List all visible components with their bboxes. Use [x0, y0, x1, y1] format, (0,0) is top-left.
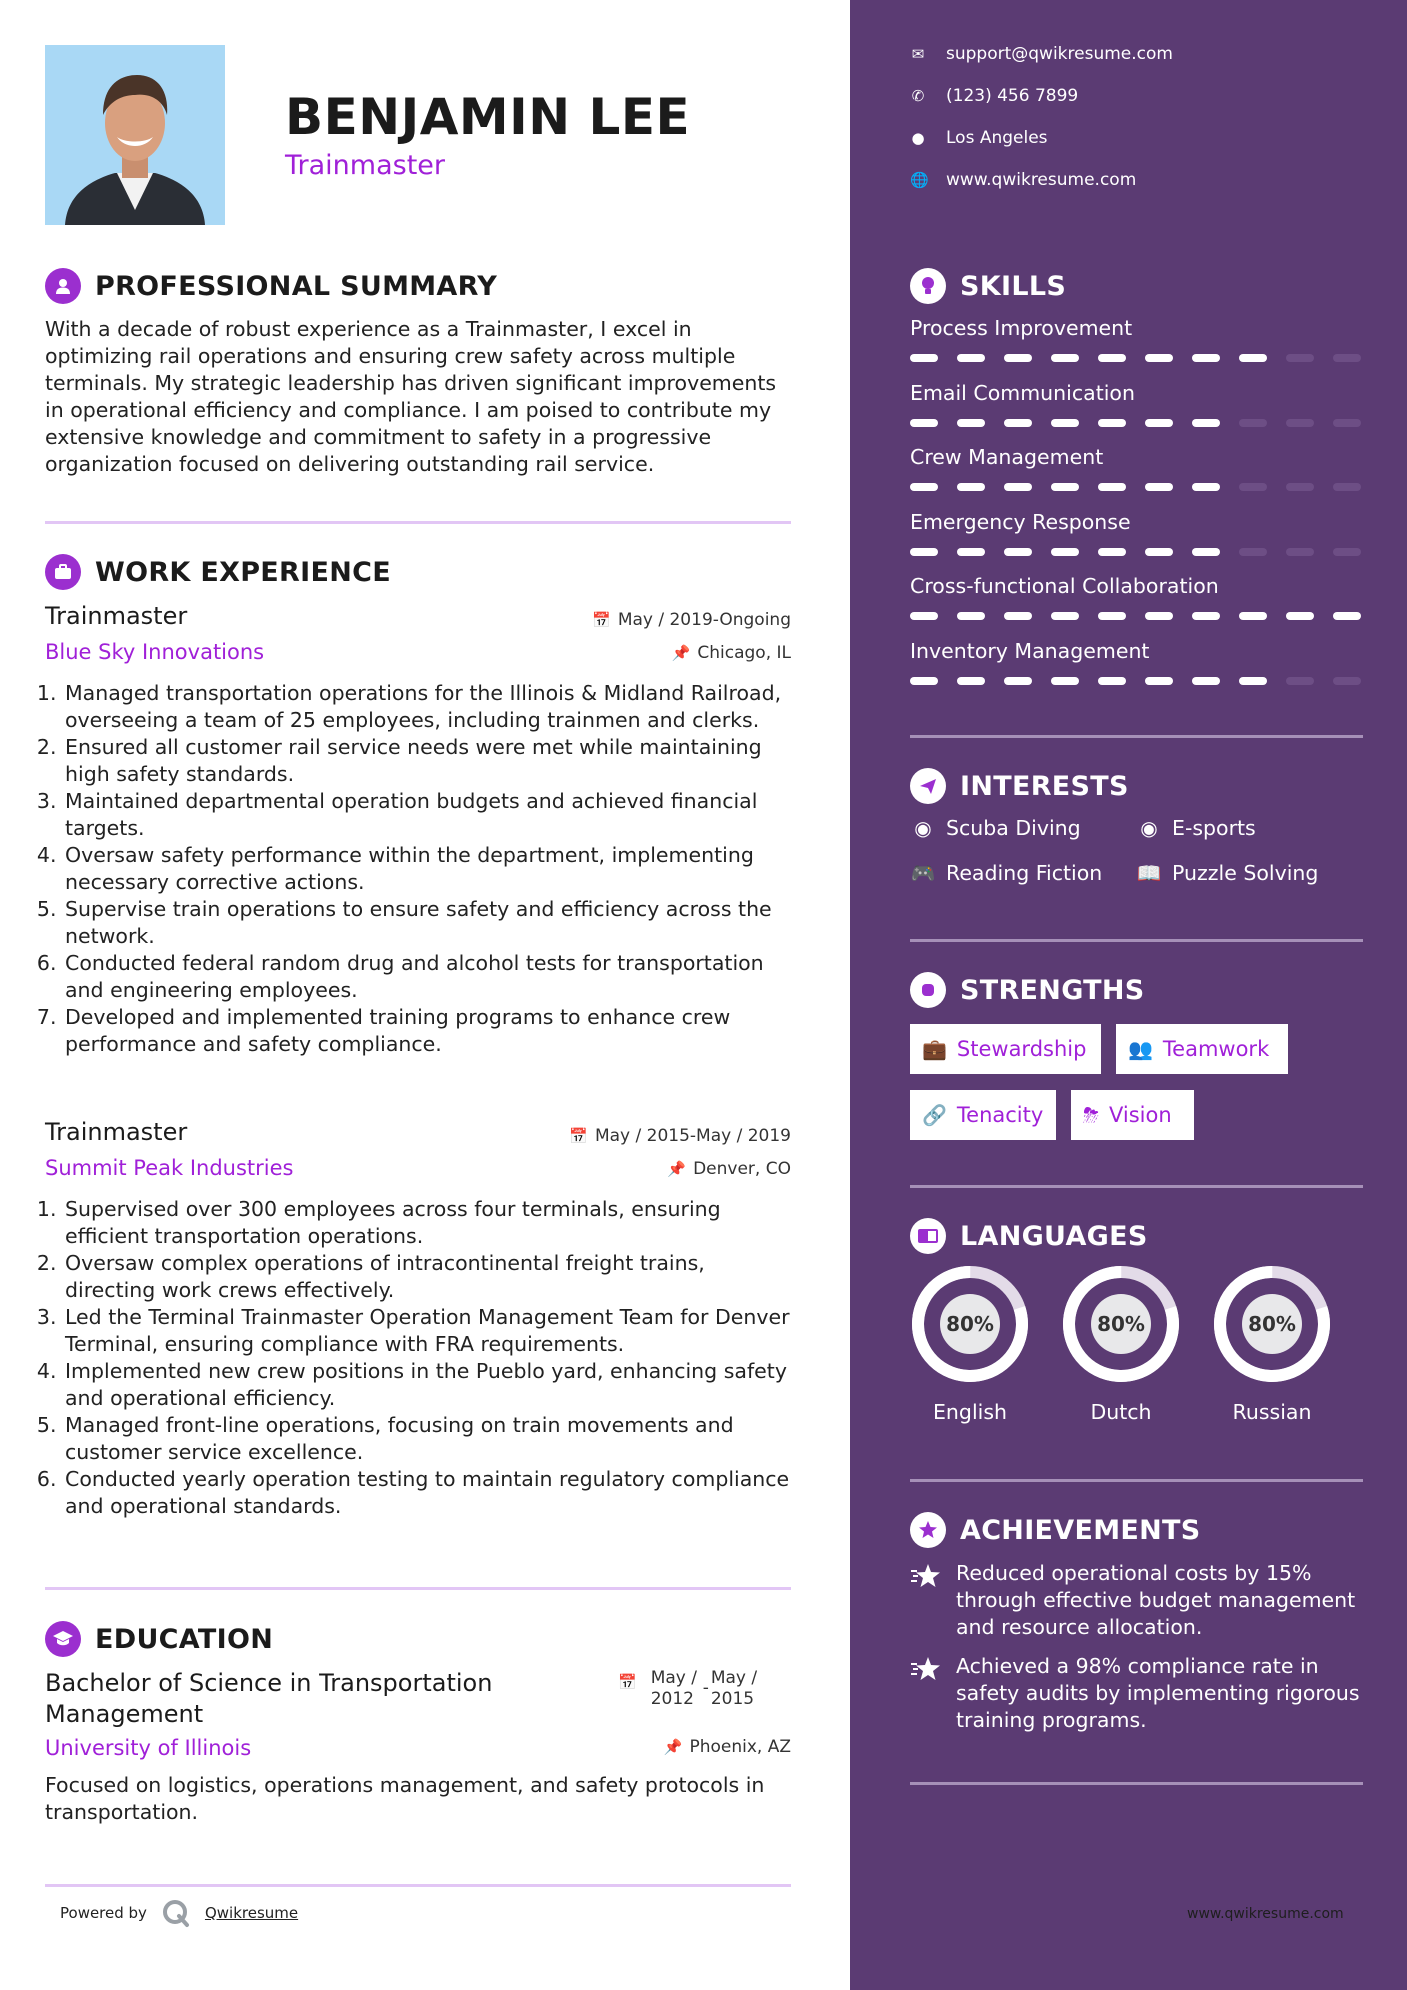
skill-dash	[1286, 548, 1314, 556]
job-location	[667, 1159, 791, 1179]
calendar-icon: 📅	[569, 1127, 588, 1145]
experience-heading	[45, 554, 391, 590]
person-portrait-icon	[45, 45, 225, 225]
phone-icon: ✆	[911, 87, 925, 105]
lightbulb-icon	[910, 268, 946, 304]
gamepad-icon: 🎮	[910, 861, 936, 885]
contact-email[interactable]	[910, 44, 1173, 64]
profile-photo	[45, 45, 225, 225]
skill-name: Email Communication	[910, 380, 1135, 405]
skill-rating	[910, 548, 1361, 556]
skill-dash	[1239, 548, 1267, 556]
contact-location	[910, 128, 1048, 148]
skills-heading	[910, 268, 1066, 304]
skill-dash	[957, 677, 985, 685]
book-icon: 📖	[1136, 861, 1162, 885]
skill-dash	[1004, 354, 1032, 362]
skill-dash	[1098, 419, 1126, 427]
skill-name: Emergency Response	[910, 509, 1131, 534]
skill-dash	[910, 483, 938, 491]
language-name: Russian	[1232, 1400, 1312, 1424]
skill-dash	[1286, 612, 1314, 620]
school-name: University of Illinois	[45, 1736, 252, 1760]
strength-badge	[1071, 1090, 1194, 1140]
education-description: Focused on logistics, operations management, and safety protocols in transportation.	[45, 1773, 765, 1824]
star-icon	[910, 1562, 942, 1590]
skill-dash	[1051, 677, 1079, 685]
skill-dash	[957, 483, 985, 491]
skill-dash	[957, 354, 985, 362]
interest-item	[910, 816, 1081, 840]
education-heading	[45, 1621, 273, 1657]
powered-by-label: Powered by	[60, 1904, 147, 1922]
skill-dash	[1192, 419, 1220, 427]
language-percent: 80%	[1248, 1312, 1296, 1336]
divider	[910, 1185, 1363, 1188]
languages-heading	[910, 1218, 1148, 1254]
start-date: May / 2012	[650, 1668, 697, 1709]
strength-label: Teamwork	[1162, 1037, 1270, 1061]
job-location-text: Denver, CO	[693, 1159, 791, 1179]
achievement-item	[910, 1653, 1370, 1734]
calendar-icon: 📅	[618, 1673, 637, 1691]
skill-dash	[910, 677, 938, 685]
skill-dash	[1192, 677, 1220, 685]
skill-dash	[1239, 612, 1267, 620]
list-item: 3. Led the Terminal Trainmaster Operation Management Team for Denver Terminal, ensuring compliance with FRA requirements.	[63, 1304, 800, 1358]
skill-dash	[1192, 612, 1220, 620]
list-item: 2. Ensured all customer rail service needs were met while maintaining high safety standards.	[63, 734, 800, 788]
end-date: May / 2015	[710, 1668, 758, 1709]
skill-rating	[910, 483, 1361, 491]
paper-plane-icon	[910, 768, 946, 804]
life-ring-icon: ◉	[1140, 816, 1158, 840]
divider	[910, 735, 1363, 738]
interest-label: E-sports	[1172, 816, 1256, 840]
list-item: 1. Supervised over 300 employees across four terminals, ensuring efficient transportation operations.	[63, 1196, 800, 1250]
skill-dash	[910, 419, 938, 427]
skill-dash	[1098, 612, 1126, 620]
language-ring	[910, 1264, 1030, 1384]
skill-name: Cross-functional Collaboration	[910, 574, 1219, 598]
skill-dash	[1098, 548, 1126, 556]
achievements-title: ACHIEVEMENTS	[960, 1514, 1201, 1546]
interests-title: INTERESTS	[960, 770, 1129, 802]
briefcase-icon: 💼	[922, 1037, 947, 1061]
skill-dash	[1004, 677, 1032, 685]
briefcase-icon	[45, 554, 81, 590]
skills-title: SKILLS	[960, 270, 1067, 302]
skill-rating	[910, 677, 1361, 685]
skill-rating	[910, 612, 1361, 620]
skill-dash	[1333, 612, 1361, 620]
skill-dash	[1333, 548, 1361, 556]
list-item: 1. Managed transportation operations for the Illinois & Midland Railroad, overseeing a team of 25 employees, including trainmen and clerks.	[63, 680, 800, 734]
skill-dash	[1286, 354, 1314, 362]
strength-label: Tenacity	[956, 1103, 1044, 1127]
divider	[910, 1479, 1363, 1482]
skill-dash	[1333, 677, 1361, 685]
skill-dash	[1192, 354, 1220, 362]
skill-dash	[1051, 483, 1079, 491]
summary-text: With a decade of robust experience as a Trainmaster, I excel in optimizing rail operations and ensuring crew safety across multiple terminals. My strategic leadership has driven significant improvements in operational efficiency and compliance. I am poised to contribute my extensive knowledge and commitment to safety in a progressive organization focused on delivering outstanding rail service.	[45, 317, 777, 476]
education-location	[664, 1737, 791, 1757]
skill-dash	[1145, 677, 1173, 685]
summary-heading	[45, 268, 497, 304]
degree-line: Management	[45, 1700, 204, 1728]
skill-dash	[1098, 354, 1126, 362]
skill-dash	[1004, 483, 1032, 491]
interest-item	[910, 861, 1102, 885]
location-pin-icon: ●	[911, 129, 925, 147]
location-text: Los Angeles	[946, 128, 1048, 148]
achievements-heading	[910, 1512, 1201, 1548]
job-company: Summit Peak Industries	[45, 1156, 294, 1180]
candidate-title: Trainmaster	[285, 150, 445, 181]
interest-label: Scuba Diving	[946, 816, 1081, 840]
job-dates	[569, 1126, 791, 1146]
phone-text: (123) 456 7899	[946, 86, 1079, 106]
skill-name: Crew Management	[910, 445, 1104, 469]
job-dates-text: May / 2015-May / 2019	[594, 1126, 791, 1146]
list-item: 6. Conducted yearly operation testing to maintain regulatory compliance and operational standards.	[63, 1466, 800, 1520]
skill-dash	[1239, 354, 1267, 362]
skill-dash	[1145, 419, 1173, 427]
skill-dash	[1192, 548, 1220, 556]
strengths-heading	[910, 972, 1145, 1008]
pin-icon: 📌	[671, 644, 691, 662]
degree-title	[45, 1668, 492, 1730]
skill-dash	[1004, 548, 1032, 556]
skill-dash	[957, 612, 985, 620]
strength-label: Vision	[1109, 1103, 1172, 1127]
calendar-icon: 📅	[592, 611, 611, 629]
language-name: Dutch	[1090, 1400, 1152, 1424]
divider	[45, 1884, 791, 1887]
skill-dash	[1145, 612, 1173, 620]
skill-dash	[910, 612, 938, 620]
summary-title: PROFESSIONAL SUMMARY	[95, 270, 498, 302]
star-icon	[910, 1655, 942, 1683]
qwikresume-logo-icon	[161, 1898, 191, 1928]
powered-by	[60, 1898, 298, 1928]
skill-rating	[910, 354, 1361, 362]
divider	[910, 939, 1363, 942]
skill-name: Process Improvement	[910, 316, 1133, 340]
skill-dash	[1286, 419, 1314, 427]
strength-badge	[1116, 1024, 1288, 1074]
skill-rating	[910, 419, 1361, 427]
skill-dash	[1286, 483, 1314, 491]
job-dates	[592, 610, 791, 630]
strengths-title: STRENGTHS	[960, 974, 1145, 1006]
skill-dash	[910, 354, 938, 362]
job-title: Trainmaster	[45, 1118, 188, 1146]
language-percent: 80%	[946, 1312, 994, 1336]
divider	[45, 521, 791, 524]
skill-dash	[1192, 483, 1220, 491]
skill-dash	[1333, 483, 1361, 491]
language-item	[910, 1264, 1030, 1424]
skill-dash	[1333, 419, 1361, 427]
language-name: English	[932, 1400, 1008, 1424]
contact-phone[interactable]	[910, 86, 1078, 106]
skill-dash	[1145, 483, 1173, 491]
skill-dash	[1239, 483, 1267, 491]
skill-dash	[1051, 548, 1079, 556]
interest-label: Reading Fiction	[946, 861, 1103, 885]
envelope-icon: ✉	[911, 45, 925, 63]
achievement-text: Reduced operational costs by 15% through effective budget management and resource allocation.	[956, 1561, 1356, 1639]
list-item: 2. Oversaw complex operations of intracontinental freight trains, directing work crews effectively.	[63, 1250, 800, 1304]
skill-dash	[1004, 419, 1032, 427]
globe-icon: 🌐	[910, 171, 929, 189]
education-location-text: Phoenix, AZ	[689, 1737, 791, 1757]
skill-dash	[957, 548, 985, 556]
divider	[910, 1782, 1363, 1785]
achievement-item	[910, 1560, 1370, 1641]
interest-item	[1136, 861, 1318, 885]
job-location-text: Chicago, IL	[697, 643, 791, 663]
list-item: 3. Maintained departmental operation budgets and achieved financial targets.	[63, 788, 800, 842]
strength-label: Stewardship	[956, 1037, 1087, 1061]
graduation-cap-icon	[45, 1621, 81, 1657]
degree-line: Bachelor of Science in Transportation	[45, 1669, 493, 1697]
education-title: EDUCATION	[95, 1623, 274, 1655]
job-duties	[35, 680, 800, 1058]
skill-dash	[1098, 677, 1126, 685]
job-title: Trainmaster	[45, 602, 188, 630]
strength-badge	[910, 1024, 1101, 1074]
list-item: 6. Conducted federal random drug and alcohol tests for transportation and engineering employees.	[63, 950, 800, 1004]
divider	[45, 1587, 791, 1590]
job-dates-text: May / 2019-Ongoing	[617, 610, 791, 630]
skill-name: Inventory Management	[910, 638, 1150, 663]
interest-label: Puzzle Solving	[1172, 861, 1319, 885]
binoculars-icon: ⛈	[1083, 1103, 1099, 1127]
skill-dash	[1051, 419, 1079, 427]
list-item: 5. Managed front-line operations, focusing on train movements and customer service excellence.	[63, 1412, 800, 1466]
user-icon	[45, 268, 81, 304]
interest-item	[1136, 816, 1256, 840]
job-location	[672, 643, 791, 663]
skill-dash	[1286, 677, 1314, 685]
skill-dash	[1145, 548, 1173, 556]
star-badge-icon	[910, 1512, 946, 1548]
skill-dash	[1004, 612, 1032, 620]
strength-badge	[910, 1090, 1056, 1140]
pin-icon: 📌	[663, 1738, 683, 1756]
skill-dash	[1239, 677, 1267, 685]
footer-website[interactable]: www.qwikresume.com	[1187, 1906, 1344, 1922]
list-item: 7. Developed and implemented training programs to enhance crew performance and safety compliance.	[63, 1004, 800, 1058]
fist-icon	[910, 972, 946, 1008]
achievement-text: Achieved a 98% compliance rate in safety audits by implementing rigorous training programs.	[956, 1654, 1360, 1732]
skill-dash	[1051, 354, 1079, 362]
skill-dash	[1051, 612, 1079, 620]
language-ring	[1061, 1264, 1181, 1384]
date-separator: -	[702, 1678, 709, 1698]
pin-icon: 📌	[667, 1160, 687, 1178]
education-dates	[618, 1668, 759, 1710]
qwikresume-link[interactable]: Qwikresume	[204, 1904, 299, 1922]
skill-dash	[957, 419, 985, 427]
language-item	[1061, 1264, 1181, 1424]
skill-dash	[910, 548, 938, 556]
list-item: 4. Oversaw safety performance within the department, implementing necessary corrective actions.	[63, 842, 800, 896]
list-item: 4. Implemented new crew positions in the Pueblo yard, enhancing safety and operational efficiency.	[63, 1358, 800, 1412]
link-icon: 🔗	[922, 1103, 947, 1127]
language-percent: 80%	[1097, 1312, 1145, 1336]
job-company: Blue Sky Innovations	[45, 640, 265, 664]
skill-dash	[1098, 483, 1126, 491]
list-item: 5. Supervise train operations to ensure safety and efficiency across the network.	[63, 896, 800, 950]
interests-heading	[910, 768, 1129, 804]
language-item	[1212, 1264, 1332, 1424]
candidate-name: BENJAMIN LEE	[285, 88, 691, 146]
skill-dash	[1145, 354, 1173, 362]
languages-title: LANGUAGES	[960, 1220, 1148, 1252]
life-ring-icon: ◉	[914, 816, 932, 840]
language-icon	[910, 1218, 946, 1254]
skill-dash	[1333, 354, 1361, 362]
email-text: support@qwikresume.com	[946, 44, 1173, 64]
contact-website[interactable]	[910, 170, 1136, 190]
skill-dash	[1239, 419, 1267, 427]
experience-title: WORK EXPERIENCE	[95, 556, 391, 588]
language-ring	[1212, 1264, 1332, 1384]
website-text: www.qwikresume.com	[946, 170, 1137, 190]
users-icon: 👥	[1128, 1037, 1153, 1061]
job-duties	[35, 1196, 800, 1520]
